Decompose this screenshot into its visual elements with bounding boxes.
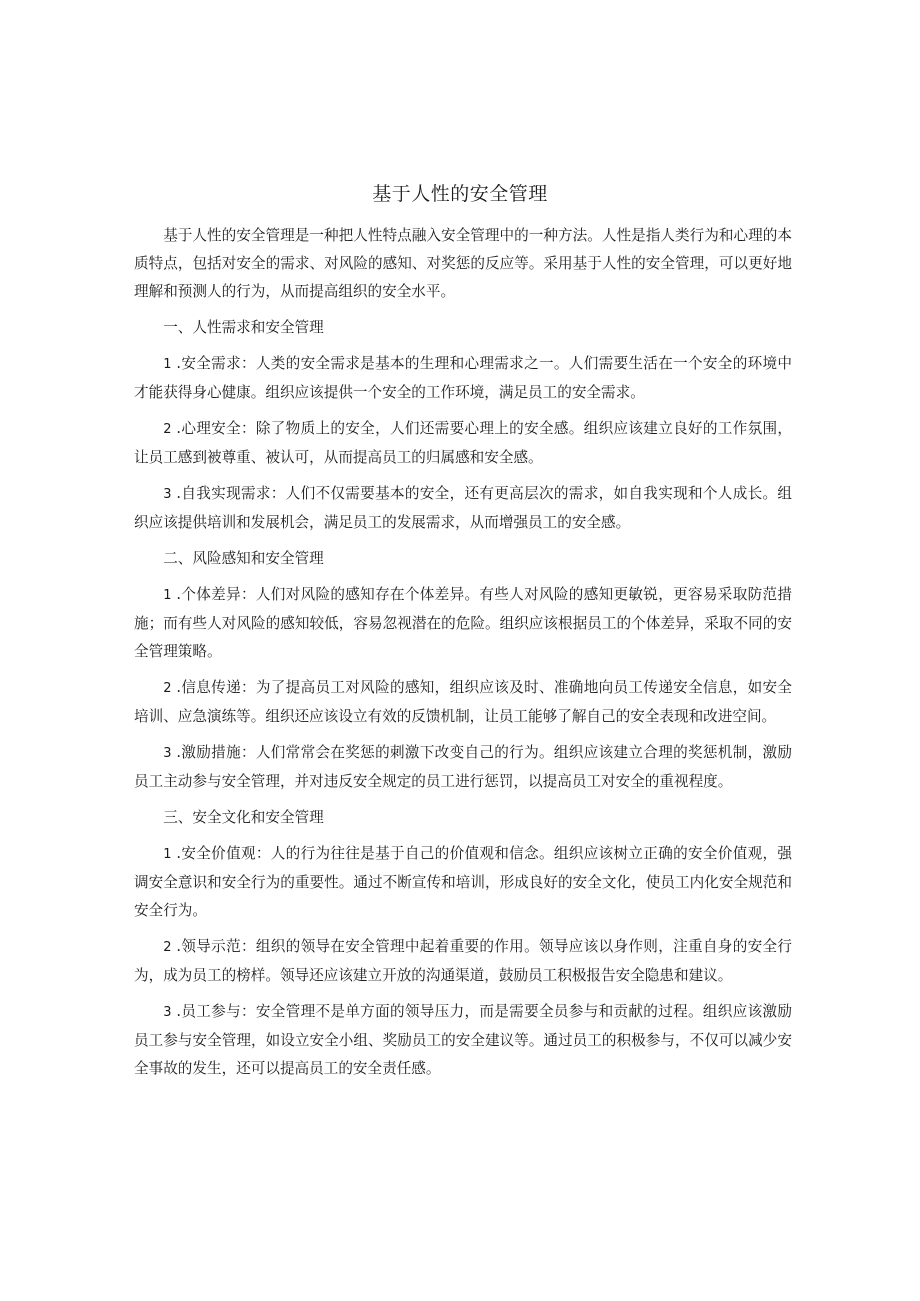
item-text: .领导示范：组织的领导在安全管理中起着重要的作用。领导应该以身作则，注重自身的安全行为，成为员工的榜样。领导还应该建立开放的沟通渠道，鼓励员工积极报告安全隐患和建议。 bbox=[134, 938, 792, 984]
item-number: 2 bbox=[163, 422, 172, 437]
item-number: 3 bbox=[163, 746, 172, 761]
list-item bbox=[134, 739, 792, 796]
item-number: 3 bbox=[163, 487, 172, 502]
intro-paragraph: 基于人性的安全管理是一种把人性特点融入安全管理中的一种方法。人性是指人类行为和心理的本质特点，包括对安全的需求、对风险的感知、对奖惩的反应等。采用基于人性的安全管理，可以更好地理解和预测人的行为，从而提高组织的安全水平。 bbox=[134, 227, 792, 300]
list-item bbox=[134, 674, 792, 731]
item-number: 1 bbox=[163, 847, 172, 862]
list-item bbox=[134, 998, 792, 1083]
item-number: 2 bbox=[163, 681, 172, 696]
list-item bbox=[134, 350, 792, 407]
item-text: .安全需求：人类的安全需求是基本的生理和心理需求之一。人们需要生活在一个安全的环境中才能获得身心健康。组织应该提供一个安全的工作环境，满足员工的安全需求。 bbox=[134, 355, 792, 401]
section-heading-1: 一、人性需求和安全管理 bbox=[163, 319, 324, 336]
item-text: .个体差异：人们对风险的感知存在个体差异。有些人对风险的感知更敏锐，更容易采取防范措施；而有些人对风险的感知较低，容易忽视潜在的危险。组织应该根据员工的个体差异，采取不同的安全管理策略。 bbox=[134, 586, 792, 660]
item-number: 1 bbox=[163, 357, 172, 372]
list-item bbox=[134, 480, 792, 537]
section-heading-3: 三、安全文化和安全管理 bbox=[163, 809, 324, 826]
item-text: .员工参与：安全管理不是单方面的领导压力，而是需要全员参与和贡献的过程。组织应该激励员工参与安全管理，如设立安全小组、奖励员工的安全建议等。通过员工的积极参与，不仅可以减少安全事故的发生，还可以提高员工的安全责任感。 bbox=[134, 1003, 792, 1077]
item-number: 1 bbox=[163, 588, 172, 603]
document-body bbox=[134, 222, 792, 1091]
item-text: .安全价值观：人的行为往往是基于自己的价值观和信念。组织应该树立正确的安全价值观，强调安全意识和安全行为的重要性。通过不断宣传和培训，形成良好的安全文化，使员工内化安全规范和安全行为。 bbox=[134, 845, 792, 919]
list-item bbox=[134, 415, 792, 472]
list-item bbox=[134, 933, 792, 990]
item-text: .自我实现需求：人们不仅需要基本的安全，还有更高层次的需求，如自我实现和个人成长。组织应该提供培训和发展机会，满足员工的发展需求，从而增强员工的安全感。 bbox=[134, 485, 792, 531]
list-item bbox=[134, 581, 792, 666]
page-title: 基于人性的安全管理 bbox=[372, 183, 548, 205]
list-item bbox=[134, 840, 792, 925]
item-number: 2 bbox=[163, 940, 172, 955]
item-text: .心理安全：除了物质上的安全，人们还需要心理上的安全感。组织应该建立良好的工作氛围，让员工感到被尊重、被认可，从而提高员工的归属感和安全感。 bbox=[134, 420, 792, 466]
item-text: .信息传递：为了提高员工对风险的感知，组织应该及时、准确地向员工传递安全信息，如安全培训、应急演练等。组织还应该设立有效的反馈机制，让员工能够了解自己的安全表现和改进空间。 bbox=[134, 679, 792, 725]
section-heading-2: 二、风险感知和安全管理 bbox=[163, 550, 324, 567]
item-text: .激励措施：人们常常会在奖惩的刺激下改变自己的行为。组织应该建立合理的奖惩机制，激励员工主动参与安全管理，并对违反安全规定的员工进行惩罚，以提高员工对安全的重视程度。 bbox=[134, 744, 792, 790]
item-number: 3 bbox=[163, 1005, 172, 1020]
